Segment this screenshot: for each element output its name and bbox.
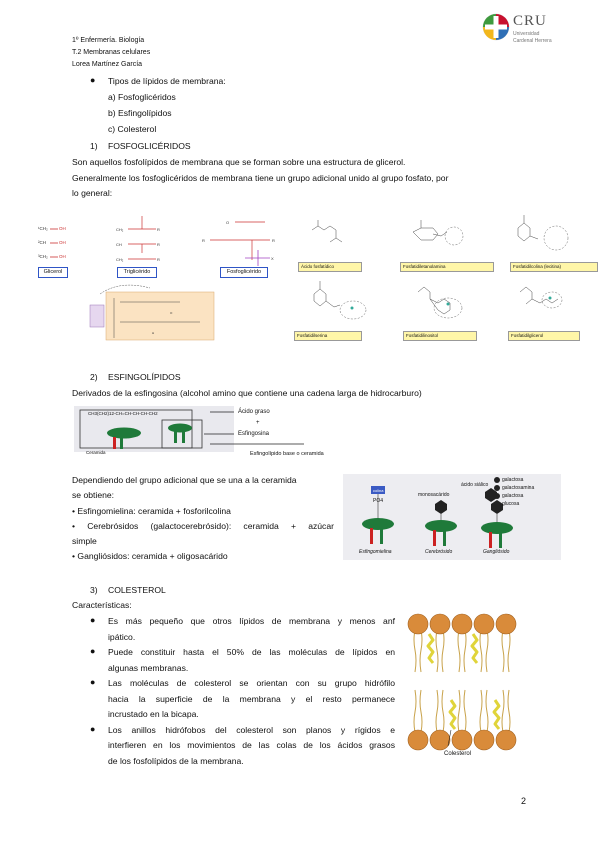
lipid-tail xyxy=(464,630,466,672)
s1-heading: FOSFOGLICÉRIDOS xyxy=(108,141,191,151)
s3-bullet-3-line2: hacia la superficie de la membrana y el resto permanece xyxy=(108,693,395,704)
header-course: 1º Enfermería. Biología xyxy=(72,37,145,44)
lipid-head xyxy=(474,730,494,750)
fig-esfingosina: Esfingosina xyxy=(238,431,270,437)
label-glicerol: Glicerol xyxy=(38,267,68,278)
svg-text:R: R xyxy=(272,238,275,243)
lipid-head xyxy=(408,730,428,750)
lipid-head xyxy=(496,730,516,750)
svg-text:CH: CH xyxy=(116,242,122,247)
s2-bullet-esfingomielina: • Esfingomielina: ceramida + fosforilcolina xyxy=(72,506,231,516)
svg-text:O: O xyxy=(170,311,173,315)
bullet-dot: ● xyxy=(90,75,96,85)
label-acido-fosfatidico: Ácido fosfatídico xyxy=(298,262,362,272)
label-fosfoglicerido: Fosfoglicérido xyxy=(220,267,268,278)
lipid-tail xyxy=(458,690,460,732)
lipid-tail xyxy=(436,630,438,672)
lipid-head xyxy=(408,614,428,634)
svg-text:CH₂: CH₂ xyxy=(116,257,124,262)
ceramida-figure xyxy=(74,406,348,464)
lipid-head xyxy=(496,614,516,634)
svg-text:R: R xyxy=(202,238,205,243)
s2-para1: Derivados de la esfingosina (alcohol amino que contiene una cadena larga de hidrocarburo) xyxy=(72,388,422,398)
lipid-head xyxy=(474,614,494,634)
intro-item-b: b) Esfingolípidos xyxy=(108,108,172,118)
lipid-tail xyxy=(420,630,422,672)
lipid-head xyxy=(452,730,472,750)
s3-bullet-3-line3: incrustado en la bicapa. xyxy=(108,709,199,719)
list-item xyxy=(90,645,395,676)
s3-bullet-1-line1: Es más pequeño que otros lípidos de membrana y menos anf xyxy=(108,616,395,626)
s2-para2b: se obtiene: xyxy=(72,490,115,500)
svg-text:²CH: ²CH xyxy=(38,240,46,245)
cholesterol-molecule xyxy=(428,634,433,663)
svg-text:CH₂: CH₂ xyxy=(116,227,124,232)
logo-sub2: Cardenal Herrera xyxy=(513,38,552,44)
lipid-head xyxy=(430,730,450,750)
s3-bullet-2-line1: Puede constituir hasta el 50% de las moléculas de lípidos en xyxy=(108,647,395,657)
s3-heading: COLESTEROL xyxy=(108,585,166,595)
intro-item-c: c) Colesterol xyxy=(108,124,157,134)
lipid-tail xyxy=(414,690,416,732)
fig2-sugar-3: galactosa xyxy=(502,493,524,499)
fig-ceramida: Ceramida xyxy=(86,450,106,455)
bullet-dot: ● xyxy=(90,723,96,734)
s2-number: 2) xyxy=(90,372,98,382)
s3-bullet-4-line1: Los anillos hidrófobos del colesterol son planos y rígidos e xyxy=(108,724,395,735)
s2-bullet-cerebrosidos: • Cerebrósidos (galactocerebrósido): ceramida + azúcar xyxy=(72,521,334,531)
label-trigliceridos: Triglicérido xyxy=(117,267,157,278)
fig-plus: + xyxy=(256,420,260,426)
fig2-sugar-4: glucosa xyxy=(502,501,520,507)
lipid-tail xyxy=(420,690,422,732)
fig-acido-graso: Ácido graso xyxy=(238,409,270,415)
lipid-tail xyxy=(480,630,482,672)
label-fosfatidilinositol: Fosfatidilinositol xyxy=(403,331,477,341)
cholesterol-molecule xyxy=(494,700,499,729)
s3-bullet-4-line3: de los fosfolípidos de la membrana. xyxy=(108,755,244,766)
logo-text: CRU xyxy=(513,13,547,29)
fig-esfingolipido-base: Esfingolípido base o ceramida xyxy=(250,451,324,457)
s1-para1: Son aquellos fosfolípidos de membrana que se forman sobre una estructura de glicerol. xyxy=(72,157,406,167)
svg-text:H: H xyxy=(152,331,155,335)
fosfogliceridos-figure xyxy=(30,210,590,360)
s3-bullet-list xyxy=(90,614,395,769)
svg-text:O: O xyxy=(226,220,230,225)
s1-number: 1) xyxy=(90,141,98,151)
fig-formula: CH3(CH2)12-CH=CH-CH-CH-CH2 xyxy=(88,411,158,416)
page-number: 2 xyxy=(521,796,527,806)
lipid-tail xyxy=(458,630,460,672)
header-author: Lorea Martínez García xyxy=(72,61,143,68)
s1-para2a: Generalmente los fosfoglicéridos de membrana tiene un grupo adicional unido al grupo fosfato, por xyxy=(72,173,449,183)
svg-text:OH: OH xyxy=(59,240,66,245)
svg-text:R: R xyxy=(157,227,160,232)
lipid-tail xyxy=(480,690,482,732)
s2-bullet-gangliosidos: • Gangliósidos: ceramida + oligosacárido xyxy=(72,551,228,561)
s3-caracteristicas: Características: xyxy=(72,600,132,610)
lipid-tail xyxy=(502,690,504,732)
svg-text:R: R xyxy=(157,257,160,262)
svg-text:R: R xyxy=(157,242,160,247)
logo-sub1: Universidad xyxy=(513,31,540,37)
header-topic: T.2 Membranas celulares xyxy=(72,49,151,56)
intro-item-a: a) Fosfoglicéridos xyxy=(108,92,176,102)
lipid-tail xyxy=(508,630,510,672)
fig2-esfingomielina: Esfingomielina xyxy=(359,549,392,555)
label-fosfatidilserina: Fosfatidilserina xyxy=(294,331,362,341)
fig2-monosacarido: monosacárido xyxy=(418,492,450,498)
list-item xyxy=(90,614,395,645)
svg-text:OH: OH xyxy=(59,254,66,259)
s3-bullet-1-line2: ipático. xyxy=(108,631,136,642)
fig2-cerebrosido: Cerebrósido xyxy=(425,549,453,555)
svg-text:³CH₂: ³CH₂ xyxy=(38,254,48,259)
list-item xyxy=(90,676,395,723)
glicolipidos-figure xyxy=(343,474,561,560)
lipid-tail xyxy=(502,630,504,672)
s1-para2b: lo general: xyxy=(72,188,113,198)
label-fosfatidilcolina: Fosfatidilcolina (lecitina) xyxy=(510,262,598,272)
s3-bullet-4-line2: interfieren en los movimientos de las colas de los ácidos grasos xyxy=(108,740,395,750)
svg-text:OH: OH xyxy=(59,226,66,231)
s3-number: 3) xyxy=(90,585,98,595)
lipid-tail xyxy=(442,630,444,672)
lipid-tail xyxy=(486,690,488,732)
s3-bullet-3-line1: Las moléculas de colesterol se orientan con su grupo hidrófilo xyxy=(108,678,395,688)
lipid-head xyxy=(430,614,450,634)
logo-cross-icon xyxy=(482,13,510,41)
s2-bullet-cerebrosidos-cont: simple xyxy=(72,536,97,546)
fig2-sugar-2: galactosamina xyxy=(502,485,535,491)
bullet-dot: ● xyxy=(90,646,96,656)
bullet-dot: ● xyxy=(90,677,96,687)
svg-text:X: X xyxy=(271,256,274,261)
s2-para2a: Dependiendo del grupo adicional que se una a la ceramida xyxy=(72,475,297,485)
colesterol-membrane-figure xyxy=(406,612,522,764)
bullet-dot: ● xyxy=(90,615,96,625)
fig2-acido-sialico: ácido siálico xyxy=(461,482,489,488)
s2-heading: ESFINGOLÍPIDOS xyxy=(108,372,181,382)
intro-title: Tipos de lípidos de membrana: xyxy=(108,76,226,86)
s3-bullet-2-line2: algunas membranas. xyxy=(108,662,189,673)
lipid-tail xyxy=(464,690,466,732)
svg-text:¹CH₂: ¹CH₂ xyxy=(38,226,48,231)
lipid-bilayer-image xyxy=(406,612,522,752)
lipid-tail xyxy=(442,690,444,732)
list-item xyxy=(90,723,395,770)
lipid-tail xyxy=(486,630,488,672)
lipid-head xyxy=(452,614,472,634)
label-fosfatidiletanolamina: Fosfatidiletanolamina xyxy=(400,262,494,272)
lipid-tail xyxy=(414,630,416,672)
university-logo xyxy=(482,11,582,51)
label-fosfatidilglicerol: Fosfatidilglicerol xyxy=(508,331,580,341)
fig2-po4: PO4 xyxy=(373,498,384,504)
lipid-tail xyxy=(508,690,510,732)
lipid-tail xyxy=(436,690,438,732)
cholesterol-molecule xyxy=(450,700,455,729)
fig2-sugar-1: galactosa xyxy=(502,477,524,483)
fig-colesterol-label: Colesterol xyxy=(444,751,472,757)
fig2-gangliosido: Gangliósido xyxy=(483,549,510,555)
fig2-colina: colina xyxy=(373,488,384,493)
cholesterol-molecule xyxy=(472,634,477,663)
